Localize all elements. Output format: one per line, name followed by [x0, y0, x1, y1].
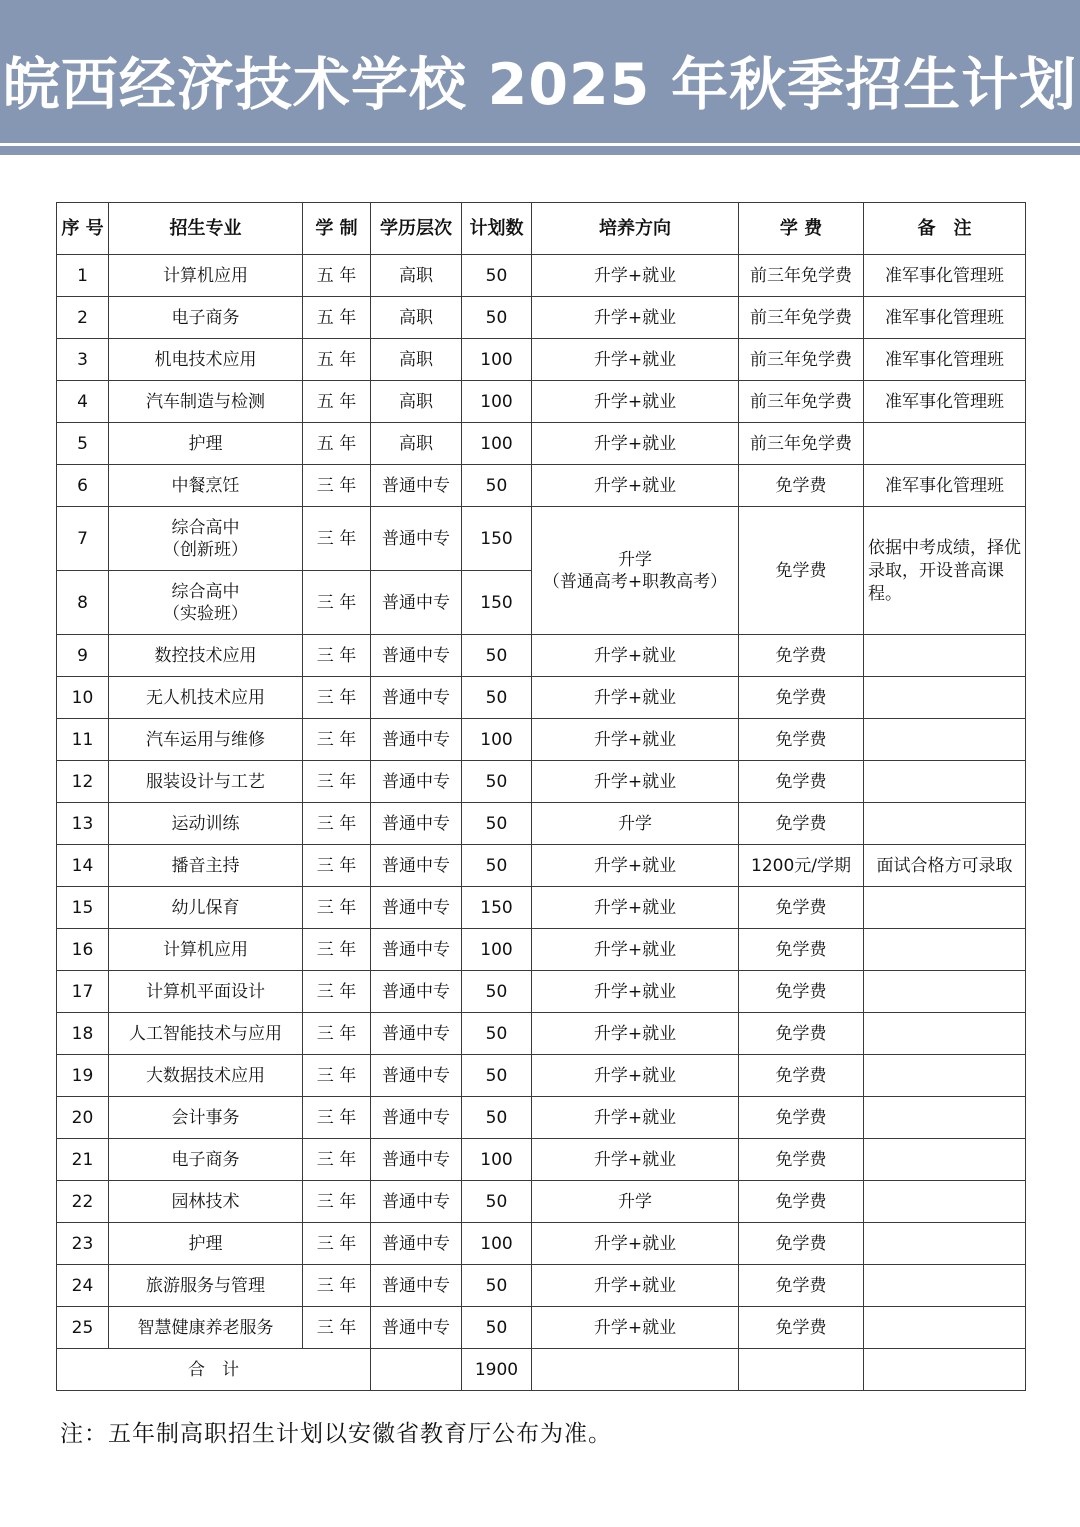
row-no: 3 [57, 339, 109, 381]
row-level: 普通中专 [371, 845, 462, 887]
row-duration: 三 年 [303, 677, 371, 719]
row-fee: 免学费 [739, 803, 864, 845]
row-direction: 升学+就业 [532, 381, 739, 423]
row-level: 普通中专 [371, 1013, 462, 1055]
total-empty [739, 1349, 864, 1391]
row-level: 普通中专 [371, 1265, 462, 1307]
row-duration: 三 年 [303, 1307, 371, 1349]
total-empty [371, 1349, 462, 1391]
header-duration: 学 制 [303, 203, 371, 255]
row-plan: 150 [462, 507, 532, 571]
row-note: 准军事化管理班 [864, 339, 1026, 381]
row-no: 25 [57, 1307, 109, 1349]
row-level: 普通中专 [371, 887, 462, 929]
total-empty [864, 1349, 1026, 1391]
row-note [864, 929, 1026, 971]
row-plan: 50 [462, 1055, 532, 1097]
row-plan: 50 [462, 1265, 532, 1307]
header-major: 招生专业 [109, 203, 303, 255]
row-duration: 三 年 [303, 635, 371, 677]
row-major: 服装设计与工艺 [109, 761, 303, 803]
table-row [57, 1055, 1026, 1097]
row-direction: 升学+就业 [532, 339, 739, 381]
table-row [57, 635, 1026, 677]
row-fee: 免学费 [739, 971, 864, 1013]
row-direction: 升学+就业 [532, 1055, 739, 1097]
row-level: 普通中专 [371, 1097, 462, 1139]
row-no: 14 [57, 845, 109, 887]
row-duration: 三 年 [303, 1265, 371, 1307]
major-class: （创新班） [163, 539, 248, 560]
row-fee: 免学费 [739, 465, 864, 507]
table-row [57, 803, 1026, 845]
row-duration: 三 年 [303, 1139, 371, 1181]
total-empty [532, 1349, 739, 1391]
row-duration: 三 年 [303, 845, 371, 887]
row-major: 运动训练 [109, 803, 303, 845]
table-row [57, 929, 1026, 971]
row-no: 24 [57, 1265, 109, 1307]
row-note [864, 1223, 1026, 1265]
row-plan: 100 [462, 929, 532, 971]
row-level: 普通中专 [371, 635, 462, 677]
page-title: 皖西经济技术学校 2025 年秋季招生计划 [2, 52, 1078, 118]
merged-direction [532, 507, 739, 635]
row-major [109, 507, 303, 571]
row-major: 计算机平面设计 [109, 971, 303, 1013]
row-direction: 升学+就业 [532, 1223, 739, 1265]
row-plan: 100 [462, 719, 532, 761]
row-duration: 三 年 [303, 571, 371, 635]
row-level: 高职 [371, 255, 462, 297]
row-note [864, 1097, 1026, 1139]
row-duration: 三 年 [303, 1013, 371, 1055]
row-duration: 三 年 [303, 465, 371, 507]
row-direction: 升学+就业 [532, 677, 739, 719]
row-level: 普通中专 [371, 929, 462, 971]
table-total-row [57, 1349, 1026, 1391]
row-duration: 五 年 [303, 339, 371, 381]
table-row [57, 887, 1026, 929]
row-major: 计算机应用 [109, 929, 303, 971]
row-level: 普通中专 [371, 1223, 462, 1265]
row-plan: 150 [462, 887, 532, 929]
row-level: 普通中专 [371, 1307, 462, 1349]
banner-stripe [0, 146, 1080, 155]
row-major: 汽车运用与维修 [109, 719, 303, 761]
row-level: 普通中专 [371, 1181, 462, 1223]
row-no: 16 [57, 929, 109, 971]
row-major: 电子商务 [109, 1139, 303, 1181]
row-fee: 免学费 [739, 1223, 864, 1265]
row-plan: 50 [462, 1097, 532, 1139]
row-fee: 免学费 [739, 719, 864, 761]
row-no: 12 [57, 761, 109, 803]
row-no: 1 [57, 255, 109, 297]
row-direction: 升学+就业 [532, 1265, 739, 1307]
row-level: 普通中专 [371, 1055, 462, 1097]
row-direction: 升学+就业 [532, 465, 739, 507]
row-fee: 免学费 [739, 1139, 864, 1181]
row-duration: 三 年 [303, 1055, 371, 1097]
table-row [57, 255, 1026, 297]
row-duration: 三 年 [303, 507, 371, 571]
row-direction: 升学+就业 [532, 255, 739, 297]
row-plan: 50 [462, 845, 532, 887]
row-level: 普通中专 [371, 571, 462, 635]
row-fee: 免学费 [739, 761, 864, 803]
title-banner [0, 0, 1080, 143]
row-major: 会计事务 [109, 1097, 303, 1139]
row-note: 准军事化管理班 [864, 297, 1026, 339]
major-name: 综合高中 [171, 581, 240, 602]
row-level: 高职 [371, 297, 462, 339]
row-note [864, 887, 1026, 929]
row-major: 汽车制造与检测 [109, 381, 303, 423]
row-duration: 三 年 [303, 803, 371, 845]
row-fee: 免学费 [739, 1097, 864, 1139]
row-direction: 升学+就业 [532, 1097, 739, 1139]
row-major: 大数据技术应用 [109, 1055, 303, 1097]
row-duration: 三 年 [303, 1181, 371, 1223]
row-duration: 三 年 [303, 1223, 371, 1265]
row-major: 护理 [109, 1223, 303, 1265]
row-level: 普通中专 [371, 761, 462, 803]
row-level: 高职 [371, 423, 462, 465]
total-label: 合 计 [57, 1349, 371, 1391]
table-row [57, 1139, 1026, 1181]
row-note: 准军事化管理班 [864, 255, 1026, 297]
row-level: 普通中专 [371, 971, 462, 1013]
row-note [864, 1181, 1026, 1223]
row-no: 19 [57, 1055, 109, 1097]
row-major: 无人机技术应用 [109, 677, 303, 719]
row-duration: 五 年 [303, 255, 371, 297]
row-fee: 前三年免学费 [739, 255, 864, 297]
header-plan: 计划数 [462, 203, 532, 255]
row-no: 13 [57, 803, 109, 845]
row-note [864, 423, 1026, 465]
row-note [864, 1265, 1026, 1307]
table-row [57, 297, 1026, 339]
row-plan: 100 [462, 423, 532, 465]
header-note: 备 注 [864, 203, 1026, 255]
row-major [109, 571, 303, 635]
header-level: 学历层次 [371, 203, 462, 255]
row-direction: 升学 [532, 803, 739, 845]
row-direction: 升学+就业 [532, 1139, 739, 1181]
row-plan: 50 [462, 761, 532, 803]
row-level: 普通中专 [371, 1139, 462, 1181]
row-direction: 升学+就业 [532, 635, 739, 677]
row-plan: 50 [462, 465, 532, 507]
row-duration: 三 年 [303, 1097, 371, 1139]
row-major: 电子商务 [109, 297, 303, 339]
row-duration: 五 年 [303, 423, 371, 465]
row-major: 播音主持 [109, 845, 303, 887]
row-level: 高职 [371, 339, 462, 381]
table-row [57, 1307, 1026, 1349]
row-direction: 升学+就业 [532, 929, 739, 971]
row-direction: 升学+就业 [532, 845, 739, 887]
row-no: 8 [57, 571, 109, 635]
table-row [57, 381, 1026, 423]
table-row [57, 761, 1026, 803]
header-no: 序 号 [57, 203, 109, 255]
row-major: 园林技术 [109, 1181, 303, 1223]
row-note [864, 1139, 1026, 1181]
row-duration: 五 年 [303, 381, 371, 423]
row-no: 21 [57, 1139, 109, 1181]
merged-fee: 免学费 [739, 507, 864, 635]
row-direction: 升学+就业 [532, 761, 739, 803]
row-fee: 前三年免学费 [739, 423, 864, 465]
row-note [864, 719, 1026, 761]
row-no: 23 [57, 1223, 109, 1265]
table-row [57, 971, 1026, 1013]
row-major: 智慧健康养老服务 [109, 1307, 303, 1349]
row-direction: 升学 [532, 1181, 739, 1223]
row-plan: 50 [462, 297, 532, 339]
row-fee: 免学费 [739, 887, 864, 929]
row-duration: 三 年 [303, 719, 371, 761]
row-duration: 三 年 [303, 887, 371, 929]
table-row [57, 1013, 1026, 1055]
row-direction: 升学+就业 [532, 1307, 739, 1349]
table-row [57, 1097, 1026, 1139]
row-level: 普通中专 [371, 719, 462, 761]
row-level: 普通中专 [371, 507, 462, 571]
row-no: 10 [57, 677, 109, 719]
row-direction: 升学+就业 [532, 971, 739, 1013]
row-no: 6 [57, 465, 109, 507]
merged-note: 依据中考成绩，择优录取，开设普高课程。 [864, 507, 1026, 635]
row-note [864, 1055, 1026, 1097]
row-direction: 升学+就业 [532, 1013, 739, 1055]
row-direction: 升学+就业 [532, 423, 739, 465]
row-no: 2 [57, 297, 109, 339]
row-plan: 50 [462, 635, 532, 677]
row-level: 普通中专 [371, 465, 462, 507]
row-no: 15 [57, 887, 109, 929]
row-duration: 五 年 [303, 297, 371, 339]
row-level: 高职 [371, 381, 462, 423]
row-no: 18 [57, 1013, 109, 1055]
table-row [57, 507, 1026, 571]
row-plan: 100 [462, 1139, 532, 1181]
row-note: 准军事化管理班 [864, 381, 1026, 423]
direction-sub: （普通高考+职教高考） [542, 571, 728, 592]
row-note [864, 971, 1026, 1013]
row-note [864, 1307, 1026, 1349]
row-fee: 前三年免学费 [739, 339, 864, 381]
row-fee: 免学费 [739, 1265, 864, 1307]
major-class: （实验班） [163, 603, 248, 624]
row-note [864, 761, 1026, 803]
row-no: 20 [57, 1097, 109, 1139]
row-fee: 免学费 [739, 635, 864, 677]
row-note: 准军事化管理班 [864, 465, 1026, 507]
row-level: 普通中专 [371, 803, 462, 845]
row-fee: 1200元/学期 [739, 845, 864, 887]
row-major: 数控技术应用 [109, 635, 303, 677]
row-plan: 50 [462, 255, 532, 297]
row-no: 4 [57, 381, 109, 423]
row-major: 旅游服务与管理 [109, 1265, 303, 1307]
row-plan: 150 [462, 571, 532, 635]
row-no: 9 [57, 635, 109, 677]
row-major: 中餐烹饪 [109, 465, 303, 507]
row-note [864, 677, 1026, 719]
row-no: 7 [57, 507, 109, 571]
row-fee: 前三年免学费 [739, 381, 864, 423]
row-major: 人工智能技术与应用 [109, 1013, 303, 1055]
row-major: 机电技术应用 [109, 339, 303, 381]
row-plan: 50 [462, 1013, 532, 1055]
row-fee: 免学费 [739, 1013, 864, 1055]
row-duration: 三 年 [303, 929, 371, 971]
row-no: 22 [57, 1181, 109, 1223]
row-fee: 免学费 [739, 1055, 864, 1097]
table-row [57, 1181, 1026, 1223]
table-row [57, 1265, 1026, 1307]
enrollment-plan-table [56, 202, 1026, 1391]
row-major: 计算机应用 [109, 255, 303, 297]
row-fee: 免学费 [739, 1307, 864, 1349]
row-fee: 免学费 [739, 1181, 864, 1223]
row-plan: 100 [462, 381, 532, 423]
table-row [57, 339, 1026, 381]
row-plan: 100 [462, 339, 532, 381]
header-fee: 学 费 [739, 203, 864, 255]
row-note: 面试合格方可录取 [864, 845, 1026, 887]
table-row [57, 677, 1026, 719]
table-row [57, 719, 1026, 761]
row-note [864, 803, 1026, 845]
row-major: 幼儿保育 [109, 887, 303, 929]
row-plan: 50 [462, 1181, 532, 1223]
row-plan: 50 [462, 803, 532, 845]
row-level: 普通中专 [371, 677, 462, 719]
row-no: 11 [57, 719, 109, 761]
row-duration: 三 年 [303, 761, 371, 803]
row-direction: 升学+就业 [532, 297, 739, 339]
row-note [864, 635, 1026, 677]
table-row [57, 465, 1026, 507]
row-plan: 50 [462, 1307, 532, 1349]
row-plan: 50 [462, 677, 532, 719]
row-direction: 升学+就业 [532, 719, 739, 761]
table-header-row [57, 203, 1026, 255]
row-direction: 升学+就业 [532, 887, 739, 929]
row-duration: 三 年 [303, 971, 371, 1013]
row-no: 5 [57, 423, 109, 465]
row-fee: 免学费 [739, 677, 864, 719]
header-direction: 培养方向 [532, 203, 739, 255]
row-fee: 前三年免学费 [739, 297, 864, 339]
table-row [57, 1223, 1026, 1265]
row-no: 17 [57, 971, 109, 1013]
direction-main: 升学 [618, 549, 652, 570]
row-fee: 免学费 [739, 929, 864, 971]
total-plan: 1900 [462, 1349, 532, 1391]
major-name: 综合高中 [171, 517, 240, 538]
row-plan: 50 [462, 971, 532, 1013]
table-body [57, 255, 1026, 1391]
row-note [864, 1013, 1026, 1055]
table-row [57, 845, 1026, 887]
table-row [57, 423, 1026, 465]
row-plan: 100 [462, 1223, 532, 1265]
row-major: 护理 [109, 423, 303, 465]
footnote: 注：五年制高职招生计划以安徽省教育厅公布为准。 [60, 1421, 612, 1447]
